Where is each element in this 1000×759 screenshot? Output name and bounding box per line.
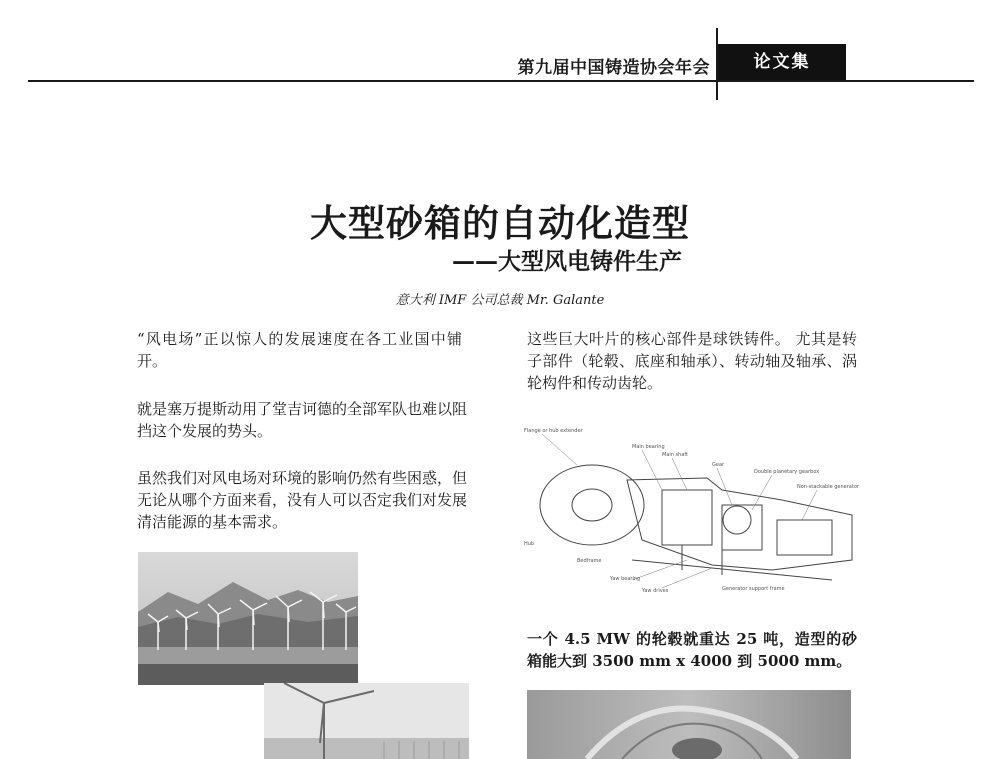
wind-farm-photo — [138, 552, 358, 685]
article-title: 大型砂箱的自动化造型 — [310, 202, 690, 245]
diagram-label-generator: Non-stackable generator — [797, 484, 859, 490]
paragraph-2: 就是塞万提斯动用了堂吉诃德的全部军队也难以阻挡这个发展的势头。 — [137, 400, 468, 440]
diagram-label-planetary: Double planetary gearbox — [754, 469, 820, 475]
running-header-conference: 第九届中国铸造协会年会 — [517, 58, 710, 78]
article-author: 意大利 IMF 公司总裁 Mr. Galante — [395, 293, 605, 308]
diagram-label-support-frame: Generator support frame — [722, 586, 785, 592]
header-rule — [28, 80, 974, 82]
header-vertical-rule — [716, 28, 718, 100]
diagram-label-yaw-drives: Yaw drives — [642, 588, 669, 594]
hub-casting-photo — [527, 690, 851, 759]
paragraph-4: 这些巨大叶片的核心部件是球铁铸件。 尤其是转子部件（轮毂、底座和轴承）、转动轴及轴承、涡轮构件和传动齿轮。 — [527, 330, 857, 392]
paragraph-5: 一个 4.5 MW 的轮毂就重达 25 吨，造型的砂箱能大到 3500 mm x 4000 到 5000 mm。 — [527, 630, 857, 670]
running-header-section-badge: 论文集 — [718, 44, 846, 80]
diagram-label-main-bearing: Main bearing — [632, 444, 665, 450]
diagram-label-yaw-bearing: Yaw bearing — [610, 576, 641, 582]
diagram-label-gear: Gear — [712, 462, 725, 468]
diagram-label-main-shaft: Main shaft — [662, 452, 688, 458]
turbine-closeup-photo — [264, 683, 469, 759]
paragraph-3: 虽然我们对风电场对环境的影响仍然有些困惑，但无论从哪个方面来看，没有人可以否定我们对发展清洁能源的基本需求。 — [137, 469, 468, 531]
paragraph-1: “风电场”正以惊人的发展速度在各工业国中铺开。 — [137, 330, 462, 370]
article-subtitle: ——大型风电铸件生产 — [452, 249, 682, 275]
diagram-label-bedframe: Bedframe — [577, 558, 602, 564]
nacelle-diagram — [522, 420, 867, 598]
diagram-label-flange: Flange or hub extender — [524, 428, 583, 434]
diagram-label-hub: Hub — [524, 541, 535, 547]
